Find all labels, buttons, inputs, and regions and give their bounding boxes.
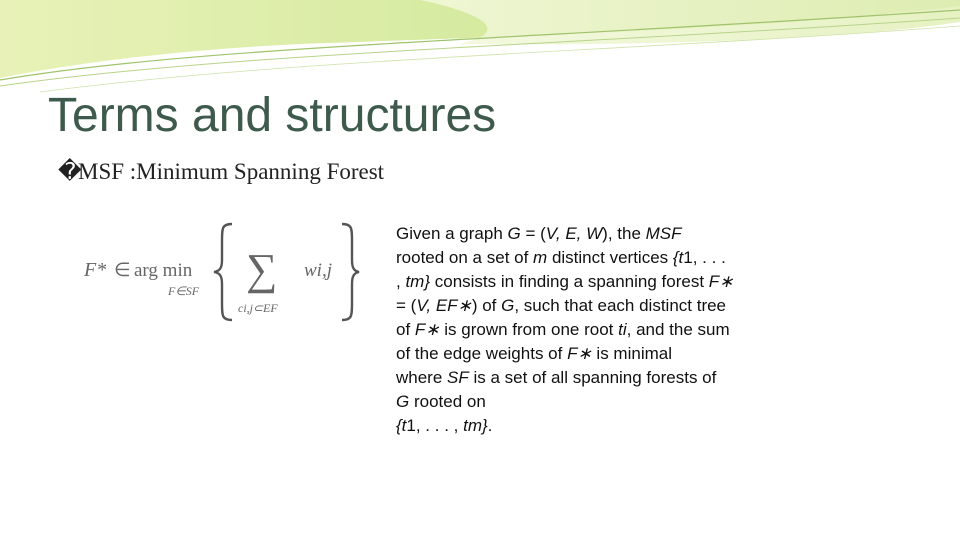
description-math-run: F∗ xyxy=(414,320,440,339)
description-math-run: SF xyxy=(447,368,469,387)
description-text-run: ) of xyxy=(471,296,502,315)
description-math-run: V, EF∗ xyxy=(416,296,472,315)
description-math-run: tm} xyxy=(463,416,488,435)
description-text-run: ), the xyxy=(602,224,646,243)
description-line xyxy=(396,318,796,342)
formula-weight-term: wi,j xyxy=(304,260,332,281)
description-math-run: G xyxy=(396,392,410,411)
description-text-run: , and the sum xyxy=(626,320,730,339)
bullet-text: MSF :Minimum Spanning Forest xyxy=(78,159,385,184)
description-math-run: tm} xyxy=(405,272,431,291)
description-line xyxy=(396,390,796,414)
description-text-run: = ( xyxy=(396,296,417,315)
description-text-run: , xyxy=(396,272,406,291)
description-text-run: is grown from one root xyxy=(439,320,619,339)
description-math-run: G xyxy=(507,224,521,243)
description-text-run: of the edge weights of xyxy=(396,344,568,363)
description-math-run: V, E, W xyxy=(545,224,603,243)
description-text-run: rooted on xyxy=(409,392,486,411)
description-text-run: is minimal xyxy=(591,344,672,363)
description-math-run: {t xyxy=(396,416,407,435)
formula-lhs: F* xyxy=(84,259,107,281)
description-math-run: {t xyxy=(672,248,684,267)
formula-right-brace xyxy=(342,224,359,320)
msf-formula xyxy=(80,218,360,326)
bullet-item xyxy=(58,158,384,186)
description-text-run: is a set of all spanning forests of xyxy=(468,368,717,387)
description-line xyxy=(396,222,796,246)
description-text-run: 1, . . . xyxy=(683,248,726,267)
description-math-run: F∗ xyxy=(708,272,734,291)
slide-title: Terms and structures xyxy=(48,89,497,142)
formula-sum-subscript: ci,j⊂EF xyxy=(238,301,278,315)
description-line xyxy=(396,414,796,438)
description-text-run: where xyxy=(396,368,448,387)
formula-in-operator: ∈ xyxy=(114,260,131,281)
description-line xyxy=(396,270,796,294)
description-line xyxy=(396,366,796,390)
formula-argmin-subscript: F∈SF xyxy=(168,284,200,298)
description-math-run: ti xyxy=(618,320,627,339)
formula-argmin: arg min xyxy=(134,260,193,281)
description-text-run: rooted on a set of xyxy=(396,248,534,267)
description-text-run: distinct vertices xyxy=(547,248,673,267)
description-text-run: consists in finding a spanning forest xyxy=(430,272,709,291)
description-text-run: 1, . . . , xyxy=(406,416,464,435)
description-text-run: . xyxy=(487,416,493,435)
description-line xyxy=(396,294,796,318)
description-line xyxy=(396,246,796,270)
msf-description xyxy=(396,222,796,438)
description-text-run: Given a graph xyxy=(396,224,508,243)
formula-sum-symbol: ∑ xyxy=(246,245,278,294)
formula-left-brace xyxy=(214,224,232,320)
description-math-run: F∗ xyxy=(567,344,592,363)
description-text-run: of xyxy=(396,320,415,339)
header-swoosh-decoration xyxy=(0,0,960,95)
description-text-run: , such that each distinct tree xyxy=(514,296,727,315)
description-math-run: MSF xyxy=(645,224,682,243)
bullet-marker-icon: � xyxy=(58,159,82,184)
description-math-run: m xyxy=(533,248,548,267)
description-text-run: = ( xyxy=(520,224,546,243)
description-math-run: G xyxy=(501,296,515,315)
description-line xyxy=(396,342,796,366)
